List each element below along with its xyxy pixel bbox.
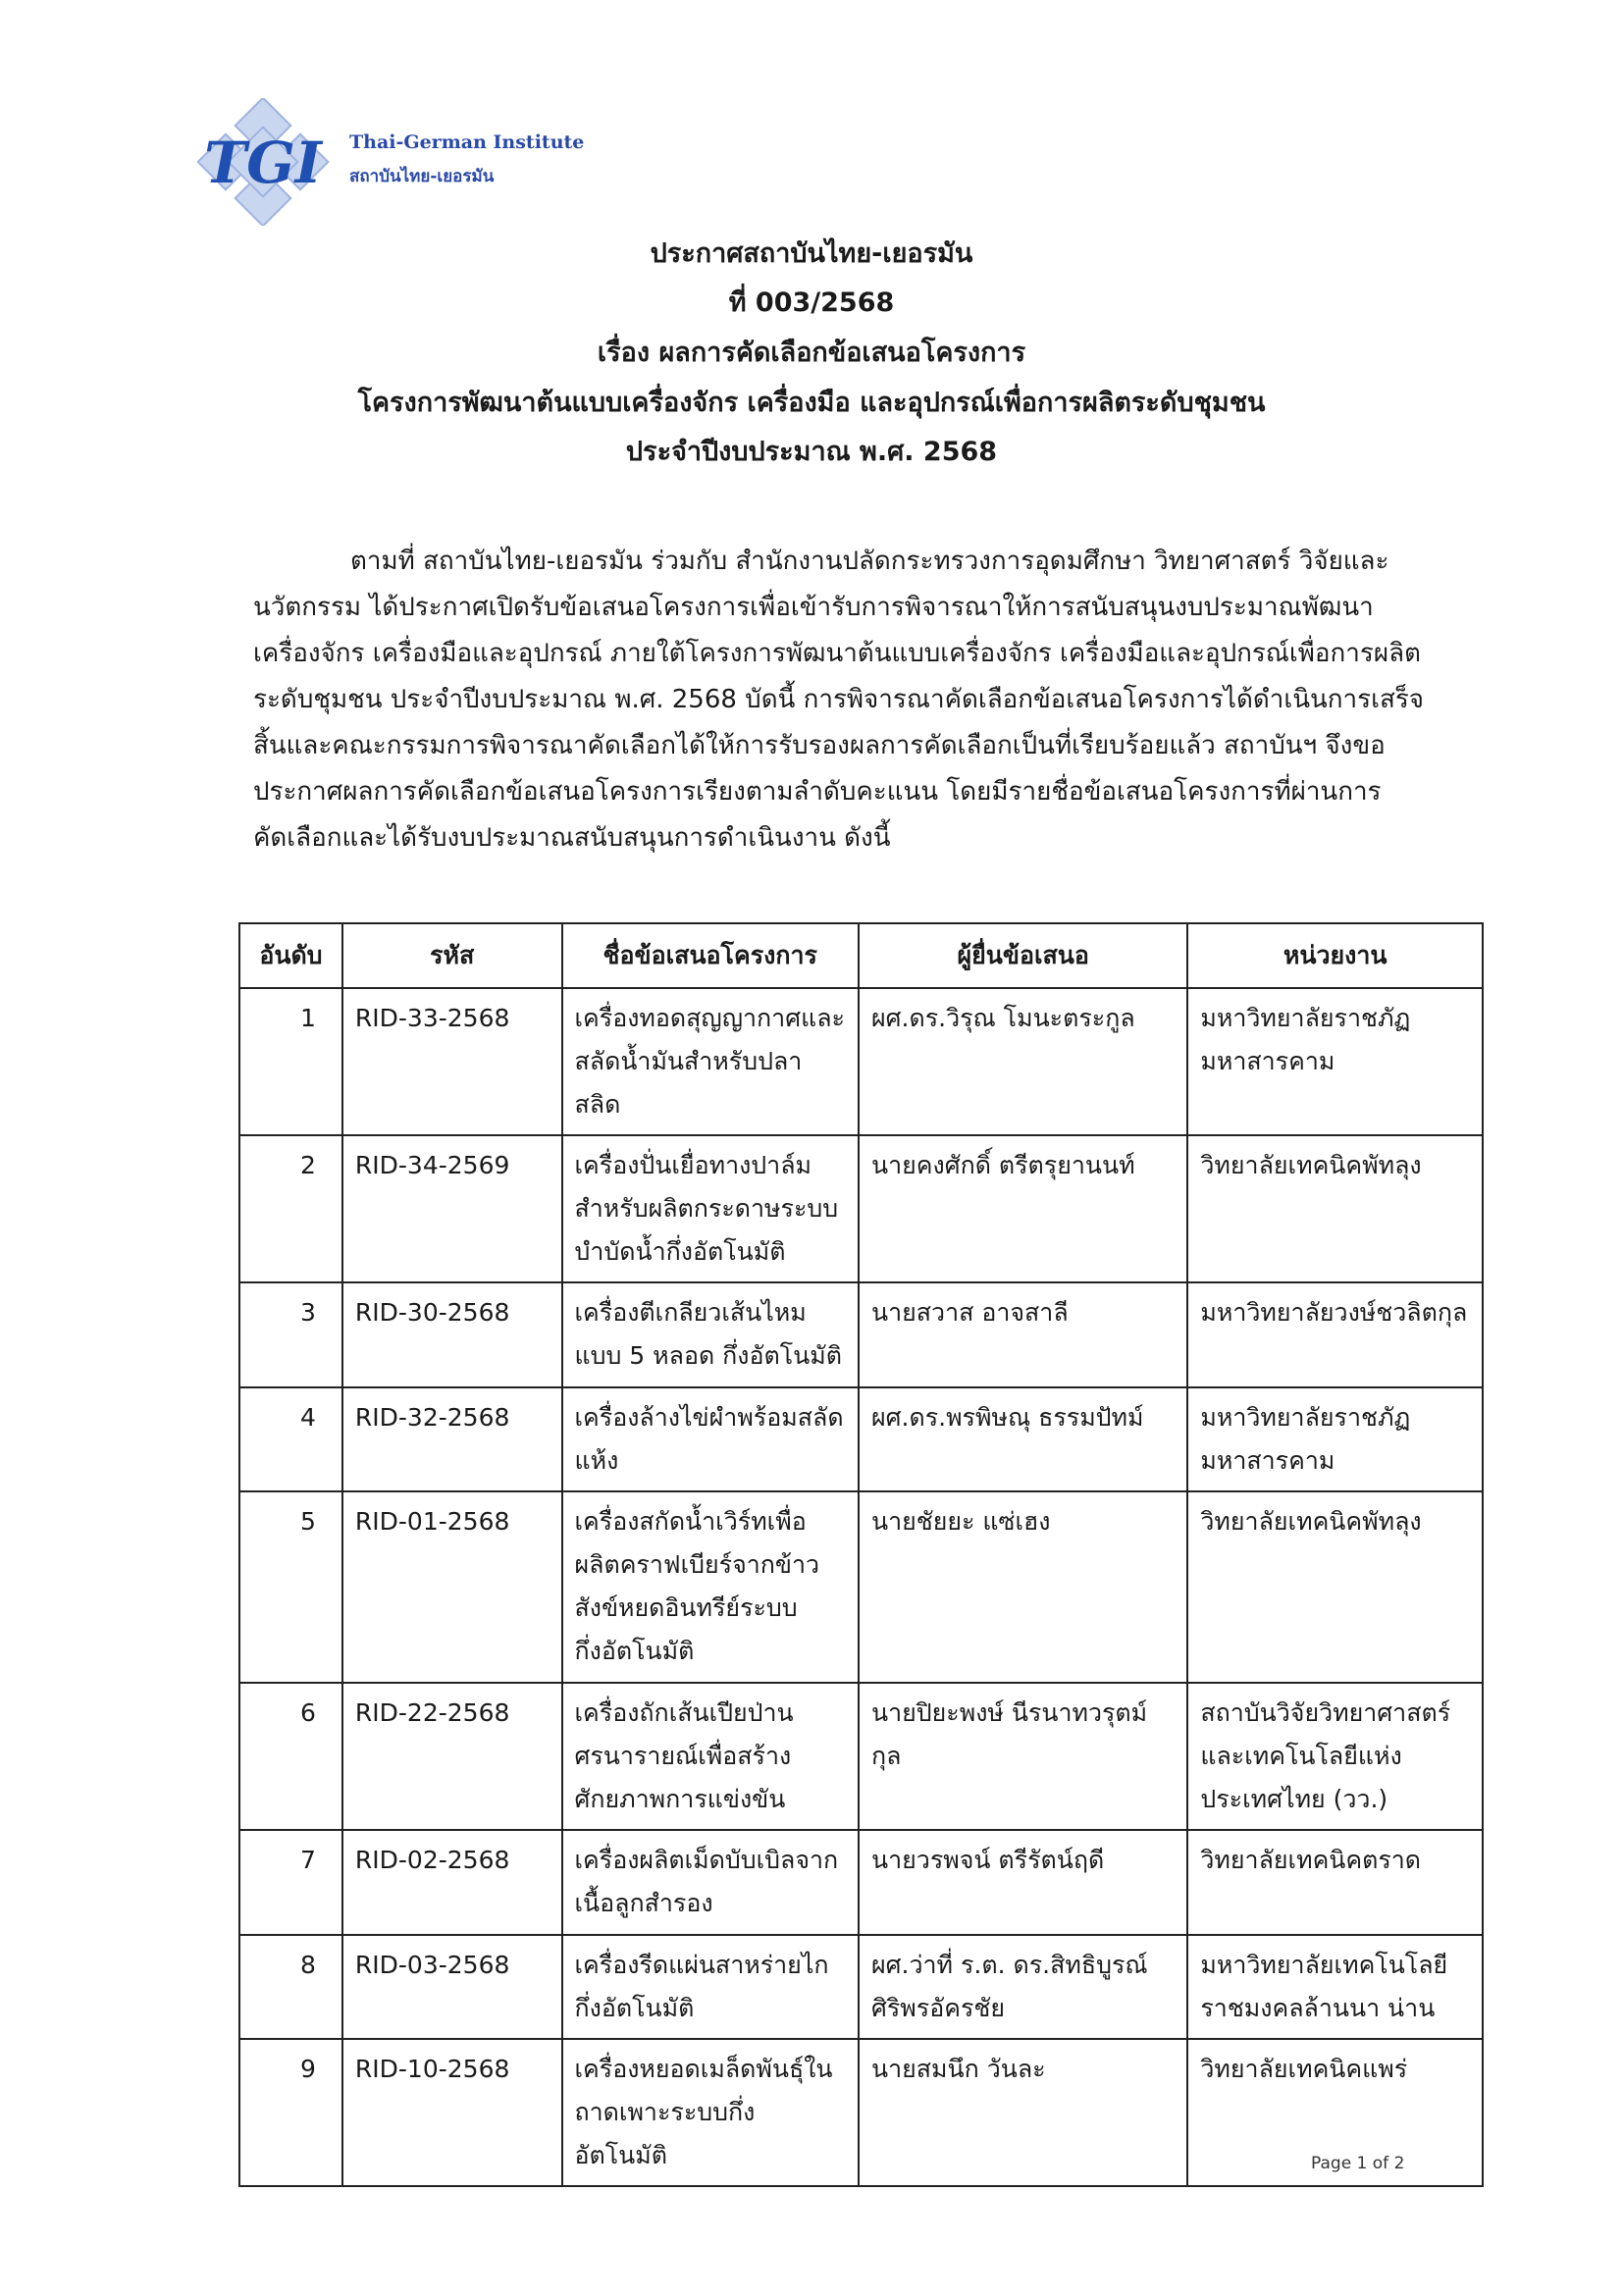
cell-proposer: ผศ.ดร.วิรุณ โมนะตระกูล bbox=[859, 988, 1187, 1135]
body-line: เครื่องจักร เครื่องมือและอุปกรณ์ ภายใต้โครงการพัฒนาต้นแบบเครื่องจักร เครื่องมือและอุปกรณ์เพื่อการผลิต bbox=[253, 639, 1421, 668]
table-row bbox=[239, 1683, 1483, 1830]
cell-proposer: ผศ.ดร.พรพิษณุ ธรรมปัทม์ bbox=[859, 1387, 1187, 1491]
cell-code: RID-10-2568 bbox=[342, 2039, 562, 2186]
cell-rank: 9 bbox=[239, 2039, 342, 2186]
cell-organization: วิทยาลัยเทคนิคตราด bbox=[1187, 1830, 1483, 1935]
announcement-number: ที่ 003/2568 bbox=[728, 287, 895, 318]
results-table bbox=[238, 922, 1484, 2187]
body-line: ตามที่ สถาบันไทย-เยอรมัน ร่วมกับ สำนักงานปลัดกระทรวงการอุดมศึกษา วิทยาศาสตร์ วิจัยและ bbox=[350, 547, 1389, 576]
cell-rank: 8 bbox=[239, 1935, 342, 2039]
body-line: ประกาศผลการคัดเลือกข้อเสนอโครงการเรียงตามลำดับคะแนน โดยมีรายชื่อข้อเสนอโครงการที่ผ่านการ bbox=[253, 777, 1382, 807]
cell-rank: 2 bbox=[239, 1135, 342, 1282]
cell-project: เครื่องล้างไข่ผำพร้อมสลัด แห้ง bbox=[562, 1387, 860, 1491]
logo-name-th: สถาบันไทย-เยอรมัน bbox=[349, 167, 495, 186]
table-row bbox=[239, 1830, 1483, 1935]
tgi-logo-mark-icon bbox=[194, 98, 332, 226]
cell-project: เครื่องตีเกลียวเส้นไหม แบบ 5 หลอด กึ่งอัตโนมัติ bbox=[562, 1282, 860, 1387]
cell-organization: มหาวิทยาลัยวงษ์ชวลิตกุล bbox=[1187, 1282, 1483, 1387]
announcement-title: ประกาศสถาบันไทย-เยอรมัน bbox=[650, 238, 973, 269]
table-row bbox=[239, 2039, 1483, 2186]
cell-code: RID-03-2568 bbox=[342, 1935, 562, 2039]
cell-organization: มหาวิทยาลัยราชภัฏ มหาสารคาม bbox=[1187, 1387, 1483, 1491]
cell-organization: สถาบันวิจัยวิทยาศาสตร์ และเทคโนโลยีแห่ง ประเทศไทย (วว.) bbox=[1187, 1683, 1483, 1830]
header-proposer: ผู้ยื่นข้อเสนอ bbox=[859, 923, 1187, 988]
cell-code: RID-32-2568 bbox=[342, 1387, 562, 1491]
cell-code: RID-34-2569 bbox=[342, 1135, 562, 1282]
cell-proposer: นายคงศักดิ์ ตรีตรุยานนท์ bbox=[859, 1135, 1187, 1282]
body-paragraph bbox=[253, 539, 1423, 861]
cell-organization: มหาวิทยาลัยเทคโนโลยี ราชมงคลล้านนา น่าน bbox=[1187, 1935, 1483, 2039]
announcement-subject: เรื่อง ผลการคัดเลือกข้อเสนอโครงการ bbox=[597, 338, 1026, 368]
table-row bbox=[239, 988, 1483, 1135]
institute-logo bbox=[194, 98, 744, 226]
cell-proposer: นายสวาส อาจสาลี bbox=[859, 1282, 1187, 1387]
cell-organization: วิทยาลัยเทคนิคแพร่ bbox=[1187, 2039, 1483, 2186]
cell-project: เครื่องทอดสุญญากาศและ สลัดน้ำมันสำหรับปลาสลิด bbox=[562, 988, 860, 1135]
body-line: นวัตกรรม ได้ประกาศเปิดรับข้อเสนอโครงการเพื่อเข้ารับการพิจารณาให้การสนับสนุนงบประมาณพัฒนา bbox=[253, 593, 1374, 622]
cell-project: เครื่องปั่นเยื่อทางปาล์ม สำหรับผลิตกระดาษระบบ บำบัดน้ำกึ่งอัตโนมัติ bbox=[562, 1135, 860, 1282]
cell-rank: 3 bbox=[239, 1282, 342, 1387]
table-row bbox=[239, 1135, 1483, 1282]
cell-rank: 1 bbox=[239, 988, 342, 1135]
body-line: ระดับชุมชน ประจำปีงบประมาณ พ.ศ. 2568 บัดนี้ การพิจารณาคัดเลือกข้อเสนอโครงการได้ดำเนินการเสร็จ bbox=[253, 685, 1425, 714]
svg-text:TGI: TGI bbox=[204, 130, 322, 196]
table-row bbox=[239, 1282, 1483, 1387]
cell-proposer: นายวรพจน์ ตรีรัตน์ฤดี bbox=[859, 1830, 1187, 1935]
cell-code: RID-30-2568 bbox=[342, 1282, 562, 1387]
header-rank: อันดับ bbox=[239, 923, 342, 988]
cell-rank: 4 bbox=[239, 1387, 342, 1491]
table-row bbox=[239, 1935, 1483, 2039]
cell-rank: 6 bbox=[239, 1683, 342, 1830]
cell-project: เครื่องรีดแผ่นสาหร่ายไก กึ่งอัตโนมัติ bbox=[562, 1935, 860, 2039]
cell-code: RID-02-2568 bbox=[342, 1830, 562, 1935]
body-line: คัดเลือกและได้รับงบประมาณสนับสนุนการดำเนินงาน ดังนี้ bbox=[253, 823, 891, 853]
body-line: สิ้นและคณะกรรมการพิจารณาคัดเลือกได้ให้การรับรองผลการคัดเลือกเป็นที่เรียบร้อยแล้ว สถาบันฯ จึงขอ bbox=[253, 731, 1386, 760]
cell-code: RID-01-2568 bbox=[342, 1491, 562, 1683]
cell-project: เครื่องสกัดน้ำเวิร์ทเพื่อ ผลิตคราฟเบียร์จากข้าว สังข์หยดอินทรีย์ระบบ กึ่งอัตโนมัติ bbox=[562, 1491, 860, 1683]
project-name: โครงการพัฒนาต้นแบบเครื่องจักร เครื่องมือ และอุปกรณ์เพื่อการผลิตระดับชุมชน bbox=[357, 388, 1266, 418]
cell-project: เครื่องถักเส้นเปียป่าน ศรนารายณ์เพื่อสร้าง ศักยภาพการแข่งขัน bbox=[562, 1683, 860, 1830]
cell-project: เครื่องผลิตเม็ดบับเบิลจาก เนื้อลูกสำรอง bbox=[562, 1830, 860, 1935]
header-project: ชื่อข้อเสนอโครงการ bbox=[562, 923, 860, 988]
cell-code: RID-22-2568 bbox=[342, 1683, 562, 1830]
fiscal-year: ประจำปีงบประมาณ พ.ศ. 2568 bbox=[625, 437, 998, 467]
cell-proposer: นายปิยะพงษ์ นีรนาทวรุตม์กุล bbox=[859, 1683, 1187, 1830]
cell-organization: วิทยาลัยเทคนิคพัทลุง bbox=[1187, 1135, 1483, 1282]
cell-proposer: ผศ.ว่าที่ ร.ต. ดร.สิทธิบูรณ์ ศิริพรอัครชัย bbox=[859, 1935, 1187, 2039]
page-number: Page 1 of 2 bbox=[1311, 2154, 1405, 2173]
table-header-row bbox=[239, 923, 1483, 988]
logo-name-en: Thai-German Institute bbox=[349, 131, 585, 153]
header-organization: หน่วยงาน bbox=[1187, 923, 1483, 988]
cell-rank: 7 bbox=[239, 1830, 342, 1935]
cell-proposer: นายชัยยะ แซ่เฮง bbox=[859, 1491, 1187, 1683]
table-row bbox=[239, 1387, 1483, 1491]
cell-organization: วิทยาลัยเทคนิคพัทลุง bbox=[1187, 1491, 1483, 1683]
cell-organization: มหาวิทยาลัยราชภัฏ มหาสารคาม bbox=[1187, 988, 1483, 1135]
cell-rank: 5 bbox=[239, 1491, 342, 1683]
cell-proposer: นายสมนึก วันละ bbox=[859, 2039, 1187, 2186]
cell-code: RID-33-2568 bbox=[342, 988, 562, 1135]
cell-project: เครื่องหยอดเมล็ดพันธุ์ใน ถาดเพาะระบบกึ่งอัตโนมัติ bbox=[562, 2039, 860, 2186]
table-row bbox=[239, 1491, 1483, 1683]
header-code: รหัส bbox=[342, 923, 562, 988]
